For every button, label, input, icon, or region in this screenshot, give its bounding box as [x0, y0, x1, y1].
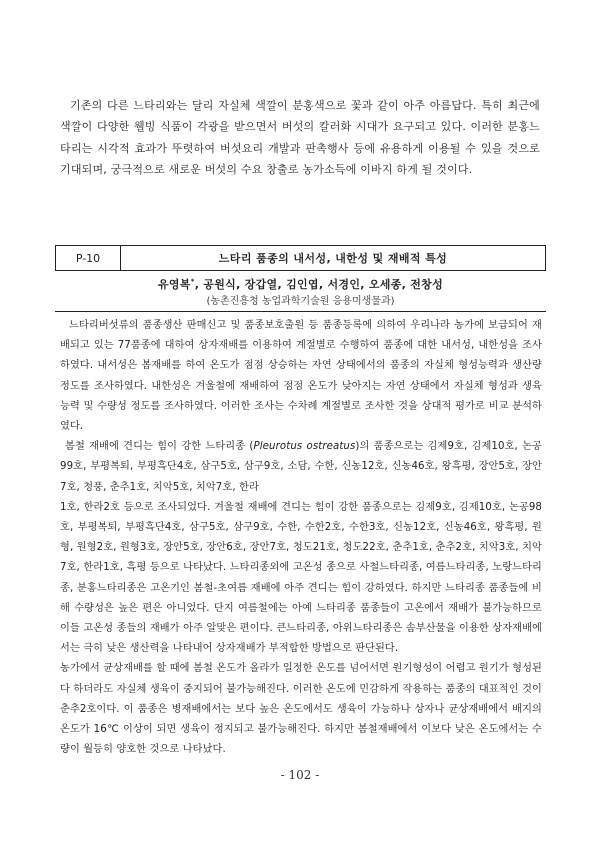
body-paragraph: 농가에서 균상재배를 할 때에 봄철 온도가 올라가 일정한 온도를 넘어서면 원기형성이 어렵고 원기가 형성된다 하더라도 자실체 생육이 중지되어 불가능해진다. 이러한 온도에 민감하게 작용하는 품종의 대표적인 것이 춘추2호이다. 이 품종은 병재배에서는 보다 높은 온도에서도 생육이 가능하나 상자나 균상재배에서 배지의 온도가 16℃ 이상이 되면 생육이 정지되고 불가능해진다. 하지만 봄철재배에서 이보다 낮은 온도에서는 수량이 월등히 양호한 것으로 나타났다.	[60, 663, 542, 756]
abstract-body	[60, 316, 542, 760]
abstract-title: 느타리 품종의 내서성, 내한성 및 재배적 특성	[218, 252, 448, 265]
abstract-code: P-10	[56, 246, 121, 270]
body-paragraph: 1호, 한라2호 등으로 조사되었다. 겨울철 재배에 견디는 힘이 강한 품종으로는 김제9호, 김제10호, 논공98호, 부평복퇴, 부평흑단4호, 삼구5호, 삼구9호, 수한, 수한2호, 수한3호, 신농12호, 신농46호, 왕흑평, 원형, 원형2호, 원형3호, 장안5호, 장안6호, 장안7호, 청도21호, 청도22호, 춘추1호, 춘추2호, 치악3호, 치악7호, 한라1호, 흑평 등으로 나타났다. 느타리종외에 고온성 종으로 사철느타리종, 여름느타리종, 노랑느타리종, 분홍느타리종은 고온기인 봄철-초여름 재배에 아주 견디는 힘이 강하였다. 하지만 느타리종 품종들에 비해 수량성은 높은 편은 아니었다. 단지 여름철에는 아예 느타리종 품종들이 고온에서 재배가 불가능하므로 이들 고온성 종들의 재배가 아주 알맞은 편이다. 큰느타리종, 아위느타리종은 솜부산물을 이용한 상자재배에서는 극히 낮은 생산력을 나타내어 상자재배가 부적합한 방법으로 판단된다.	[60, 501, 542, 655]
first-author: 유영복	[157, 278, 191, 291]
abstract-header	[55, 245, 546, 271]
body-paragraph: 느타리버섯류의 품종생산 판매신고 및 품종보호출원 등 품종등록에 의하여 우리나라 농가에 보급되어 재배되고 있는 77품종에 대하여 상자재배를 이용하여 계절별로 수행하여 품종에 대한 내서성, 내한성을 조사 하였다. 내서성은 봄재배를 하여 온도가 점점 상승하는 자연 상태에서의 품종의 자실체 형성능력과 생산량 정도를 조사하였다. 내한성은 겨울철에 재배하여 점점 온도가 낮아지는 자연 상태에서 자실체 형성과 생육 능력 및 수량성 정도를 조사하였다. 이러한 조사는 수차례 계절별로 조사한 것을 상대적 평가로 비교 분석하였다.	[60, 320, 542, 433]
affiliation: (농촌진흥청 농업과학기술원 응용미생물과)	[206, 296, 395, 307]
scientific-name: Pleurotus ostreatus	[253, 441, 356, 453]
species-text-after: )의 품종으로는 김제9호, 김제10호, 논공99호, 부평복퇴, 부평흑단4호, 삼구5호, 삼구9호, 소담, 수한, 신농12호, 신농46호, 왕흑평, 장안5호, 장안7호, 청풍, 춘추1호, 치악5호, 치악7호, 한라	[60, 441, 542, 493]
divider	[55, 311, 546, 312]
intro-paragraph: 기존의 다른 느타리와는 달리 자실체 색깔이 분홍색으로 꽃과 같이 아주 아름답다. 특히 최근에 색깔이 다양한 웰빙 식품이 각광을 받으면서 버섯의 칼러화 시대가 요구되고 있다. 이러한 분홍느타리는 시각적 효과가 뚜렷하여 버섯요리 개발과 판촉행사 등에 유용하게 이용될 수 있을 것으로 기대되며, 궁극적으로 새로운 버섯의 수요 창출로 농가소득에 이바지 하게 될 것이다.	[60, 99, 540, 177]
page-number: - 102 -	[280, 768, 320, 782]
co-authors: , 공원식, 장갑열, 김인엽, 서경인, 오세종, 전창성	[194, 278, 444, 291]
author-list	[55, 276, 546, 292]
body-paragraph-species	[60, 437, 542, 498]
species-text-before: 봄철 재배에 견디는 힘이 강한 느타리종 (	[65, 441, 254, 453]
corresponding-mark: *	[190, 277, 195, 286]
